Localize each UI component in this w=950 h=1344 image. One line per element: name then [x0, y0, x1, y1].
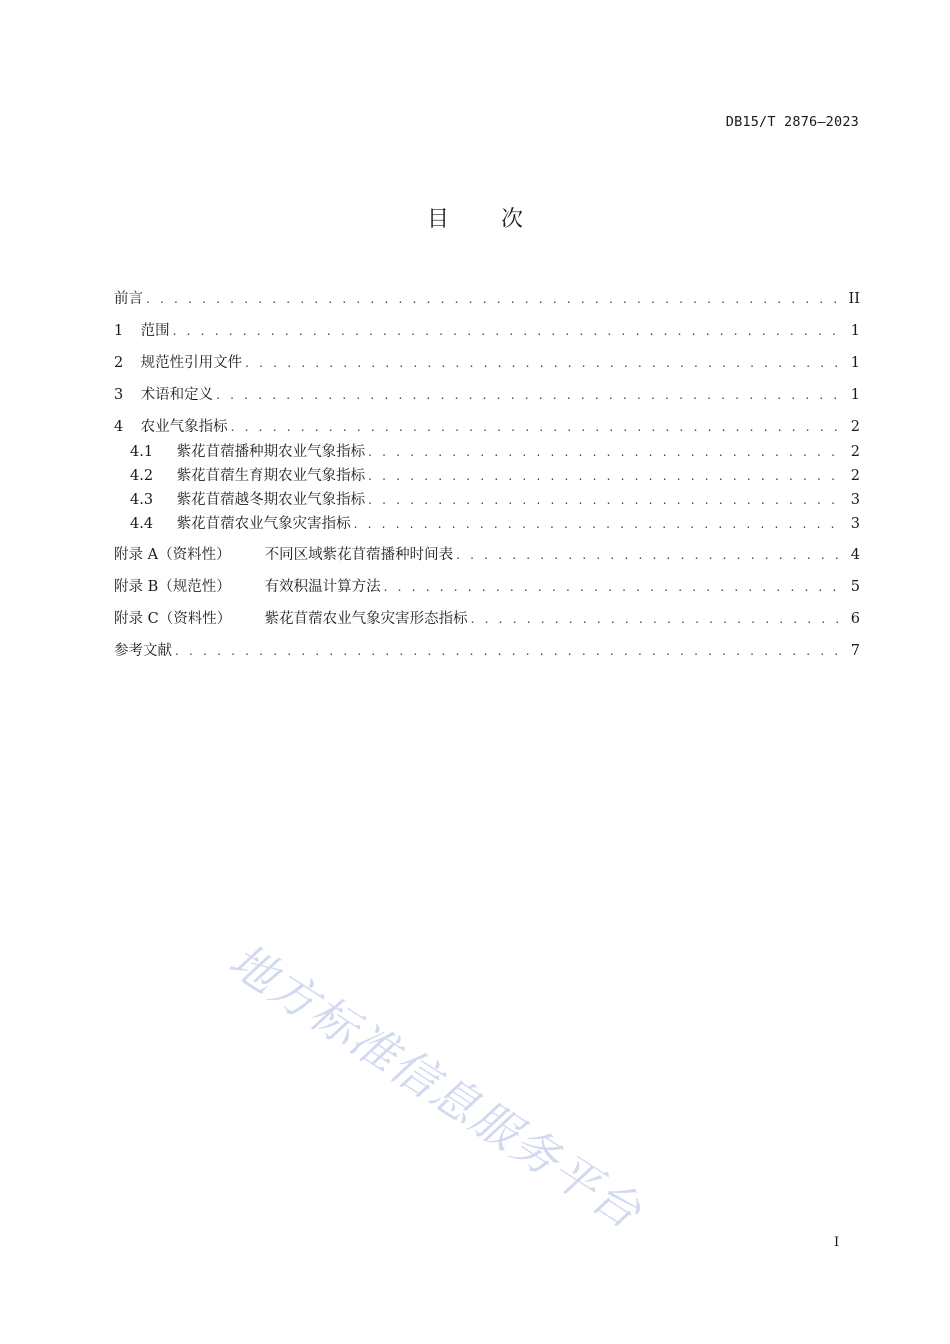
toc-entry-label: 术语和定义 [140, 387, 214, 403]
toc-entry-label: 紫花苜蓿农业气象灾害指标 [176, 516, 351, 532]
toc-entry-label: 有效积温计算方法 [264, 579, 381, 595]
toc-entry-4-3[interactable] [130, 489, 860, 511]
toc-entry-label: 范围 [140, 323, 170, 339]
toc-entry-4-1[interactable] [130, 441, 860, 463]
toc-entry-page: II [848, 291, 860, 307]
toc-leader-dots [456, 544, 842, 566]
toc-leader-dots [146, 288, 842, 310]
toc-entry-annex: 附录 B（规范性） [114, 579, 231, 595]
toc-entry-page: 3 [850, 516, 860, 532]
toc-leader-dots [175, 640, 842, 662]
toc-entry-page: 3 [850, 492, 860, 508]
document-code: DB15/T 2876—2023 [725, 114, 859, 130]
toc-entry-annex: 附录 A（资料性） [114, 547, 231, 563]
toc-entry-4-2[interactable] [130, 465, 860, 487]
toc-entry-number: 4 [114, 419, 124, 435]
toc-leader-dots [384, 576, 842, 598]
toc-entry-normative-references[interactable] [114, 352, 860, 374]
toc-leader-dots [245, 352, 842, 374]
watermark-text: 地方标准信息服务平台 [219, 932, 652, 1240]
toc-entry-label: 紫花苜蓿农业气象灾害形态指标 [264, 611, 468, 627]
page-number: I [834, 1235, 840, 1250]
toc-entry-page: 6 [850, 611, 860, 627]
toc-entry-annex-b[interactable] [114, 576, 860, 598]
toc-leader-dots [216, 384, 842, 406]
toc-entry-annex: 附录 C（资料性） [114, 611, 232, 627]
toc-entry-number: 3 [114, 387, 124, 403]
toc-entry-terms-definitions[interactable] [114, 384, 860, 406]
toc-entry-page: 1 [850, 387, 860, 403]
toc-entry-label: 农业气象指标 [140, 419, 228, 435]
toc-entry-bibliography[interactable] [114, 640, 860, 662]
toc-leader-dots [354, 513, 842, 535]
toc-entry-number: 4.3 [130, 492, 154, 508]
toc-entry-number: 4.2 [130, 468, 154, 484]
toc-entry-label: 规范性引用文件 [140, 355, 243, 371]
toc-entry-page: 2 [850, 419, 860, 435]
toc-entry-label: 前言 [114, 291, 143, 307]
page-title: 目次 [426, 207, 575, 232]
toc-entry-page: 2 [850, 468, 860, 484]
toc-entry-page: 4 [850, 547, 860, 563]
toc-entry-number: 4.1 [130, 444, 154, 460]
toc-entry-label: 紫花苜蓿生育期农业气象指标 [176, 468, 366, 484]
toc-entry-annex-a[interactable] [114, 544, 860, 566]
toc-leader-dots [368, 489, 842, 511]
toc-entry-page: 5 [850, 579, 860, 595]
toc-leader-dots [173, 320, 842, 342]
toc-entry-label: 紫花苜蓿越冬期农业气象指标 [176, 492, 366, 508]
toc-entry-page: 1 [850, 323, 860, 339]
toc-entry-label: 参考文献 [114, 643, 172, 659]
toc-entry-scope[interactable] [114, 320, 860, 342]
toc-leader-dots [368, 465, 842, 487]
toc-entry-page: 1 [850, 355, 860, 371]
toc-entry-4-4[interactable] [130, 513, 860, 535]
toc-leader-dots [231, 416, 842, 438]
toc-entry-annex-c[interactable] [114, 608, 860, 630]
toc-leader-dots [368, 441, 842, 463]
toc-leader-dots [471, 608, 842, 630]
toc-entry-number: 1 [114, 323, 124, 339]
toc-entry-page: 7 [850, 643, 860, 659]
toc-entry-number: 2 [114, 355, 124, 371]
toc-entry-agrometeorological-indicators[interactable] [114, 416, 860, 438]
toc-entry-label: 紫花苜蓿播种期农业气象指标 [176, 444, 366, 460]
toc-entry-foreword[interactable] [114, 288, 860, 310]
toc-entry-label: 不同区域紫花苜蓿播种时间表 [264, 547, 454, 563]
toc-entry-page: 2 [850, 444, 860, 460]
toc-entry-number: 4.4 [130, 516, 154, 532]
